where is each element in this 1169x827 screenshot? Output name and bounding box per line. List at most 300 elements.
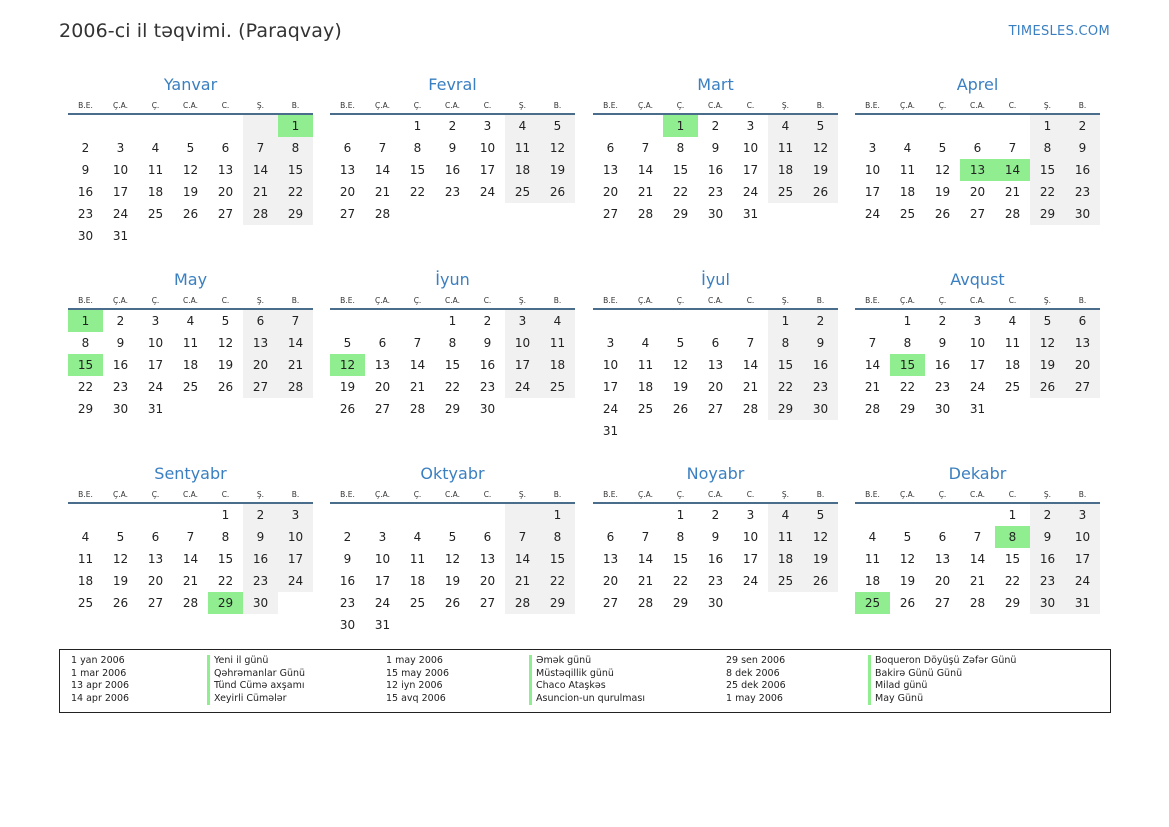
day-cell[interactable]: 21 xyxy=(637,185,654,199)
day-cell[interactable]: 21 xyxy=(742,380,759,394)
day-cell[interactable]: 3 xyxy=(973,314,982,328)
day-cell[interactable]: 15 xyxy=(409,163,426,177)
day-cell[interactable]: 23 xyxy=(112,380,129,394)
day-cell[interactable]: 4 xyxy=(81,530,90,544)
day-cell[interactable]: 7 xyxy=(278,310,313,332)
day-cell[interactable]: 25 xyxy=(637,402,654,416)
day-cell[interactable]: 22 xyxy=(409,185,426,199)
day-cell[interactable]: 24 xyxy=(742,185,759,199)
day-cell[interactable]: 12 xyxy=(540,137,575,159)
day-cell[interactable]: 22 xyxy=(278,181,313,203)
day-cell[interactable]: 18 xyxy=(864,574,881,588)
day-cell[interactable]: 26 xyxy=(803,570,838,592)
day-cell[interactable]: 7 xyxy=(378,141,387,155)
day-cell[interactable]: 1 xyxy=(448,314,457,328)
day-cell[interactable]: 15 xyxy=(217,552,234,566)
day-cell[interactable]: 23 xyxy=(707,185,724,199)
day-cell[interactable]: 7 xyxy=(641,530,650,544)
day-cell[interactable]: 20 xyxy=(602,185,619,199)
day-cell[interactable]: 13 xyxy=(707,358,724,372)
day-cell[interactable]: 3 xyxy=(378,530,387,544)
day-cell[interactable]: 14 xyxy=(278,332,313,354)
day-cell[interactable]: 26 xyxy=(899,596,916,610)
day-cell[interactable]: 25 xyxy=(409,596,426,610)
day-cell[interactable]: 27 xyxy=(479,596,496,610)
day-cell[interactable]: 9 xyxy=(1065,137,1100,159)
day-cell[interactable]: 7 xyxy=(186,530,195,544)
day-cell[interactable]: 2 xyxy=(116,314,125,328)
day-cell[interactable]: 16 xyxy=(112,358,129,372)
day-cell[interactable]: 28 xyxy=(969,596,986,610)
day-cell[interactable]: 25 xyxy=(505,181,540,203)
day-cell[interactable]: 20 xyxy=(243,354,278,376)
day-cell[interactable]: 5 xyxy=(1030,310,1065,332)
day-cell[interactable]: 9 xyxy=(803,332,838,354)
day-cell[interactable]: 18 xyxy=(637,380,654,394)
day-cell[interactable]: 7 xyxy=(1008,141,1017,155)
day-cell[interactable]: 14 xyxy=(409,358,426,372)
day-cell[interactable]: 12 xyxy=(803,137,838,159)
day-cell[interactable]: 8 xyxy=(676,530,685,544)
day-cell[interactable]: 1 xyxy=(663,115,698,137)
day-cell[interactable]: 11 xyxy=(768,526,803,548)
day-cell[interactable]: 11 xyxy=(147,163,164,177)
day-cell[interactable]: 18 xyxy=(768,159,803,181)
day-cell[interactable]: 1 xyxy=(1008,508,1017,522)
day-cell[interactable]: 7 xyxy=(641,141,650,155)
day-cell[interactable]: 16 xyxy=(1030,548,1065,570)
day-cell[interactable]: 21 xyxy=(243,181,278,203)
day-cell[interactable]: 4 xyxy=(540,310,575,332)
day-cell[interactable]: 21 xyxy=(409,380,426,394)
day-cell[interactable]: 25 xyxy=(182,380,199,394)
day-cell[interactable]: 11 xyxy=(864,552,881,566)
day-cell[interactable]: 26 xyxy=(339,402,356,416)
day-cell[interactable]: 3 xyxy=(151,314,160,328)
day-cell[interactable]: 5 xyxy=(448,530,457,544)
day-cell[interactable]: 8 xyxy=(448,336,457,350)
day-cell[interactable]: 10 xyxy=(374,552,391,566)
day-cell[interactable]: 17 xyxy=(112,185,129,199)
day-cell[interactable]: 25 xyxy=(77,596,94,610)
day-cell[interactable]: 7 xyxy=(505,526,540,548)
day-cell[interactable]: 24 xyxy=(742,574,759,588)
day-cell[interactable]: 19 xyxy=(444,574,461,588)
day-cell[interactable]: 3 xyxy=(116,141,125,155)
day-cell[interactable]: 2 xyxy=(1030,504,1065,526)
day-cell[interactable]: 19 xyxy=(934,185,951,199)
day-cell[interactable]: 22 xyxy=(1030,181,1065,203)
day-cell[interactable]: 26 xyxy=(672,402,689,416)
day-cell[interactable]: 10 xyxy=(864,163,881,177)
day-cell[interactable]: 21 xyxy=(182,574,199,588)
day-cell[interactable]: 9 xyxy=(483,336,492,350)
day-cell[interactable]: 12 xyxy=(672,358,689,372)
day-cell[interactable]: 4 xyxy=(641,336,650,350)
day-cell[interactable]: 23 xyxy=(934,380,951,394)
day-cell[interactable]: 14 xyxy=(637,163,654,177)
day-cell[interactable]: 8 xyxy=(1030,137,1065,159)
day-cell[interactable]: 16 xyxy=(803,354,838,376)
day-cell[interactable]: 29 xyxy=(278,203,313,225)
day-cell[interactable]: 20 xyxy=(602,574,619,588)
day-cell[interactable]: 31 xyxy=(374,618,391,632)
day-cell[interactable]: 17 xyxy=(969,358,986,372)
day-cell[interactable]: 4 xyxy=(413,530,422,544)
day-cell[interactable]: 23 xyxy=(77,207,94,221)
day-cell[interactable]: 11 xyxy=(505,137,540,159)
day-cell[interactable]: 29 xyxy=(672,596,689,610)
day-cell[interactable]: 5 xyxy=(803,504,838,526)
day-cell[interactable]: 10 xyxy=(505,332,540,354)
day-cell[interactable]: 19 xyxy=(899,574,916,588)
day-cell[interactable]: 15 xyxy=(672,552,689,566)
day-cell[interactable]: 13 xyxy=(147,552,164,566)
day-cell[interactable]: 2 xyxy=(343,530,352,544)
day-cell[interactable]: 30 xyxy=(339,618,356,632)
day-cell[interactable]: 25 xyxy=(768,181,803,203)
day-cell[interactable]: 15 xyxy=(1004,552,1021,566)
day-cell[interactable]: 14 xyxy=(995,159,1030,181)
day-cell[interactable]: 13 xyxy=(374,358,391,372)
day-cell[interactable]: 10 xyxy=(147,336,164,350)
day-cell[interactable]: 21 xyxy=(1004,185,1021,199)
day-cell[interactable]: 9 xyxy=(116,336,125,350)
day-cell[interactable]: 28 xyxy=(742,402,759,416)
day-cell[interactable]: 16 xyxy=(77,185,94,199)
day-cell[interactable]: 27 xyxy=(602,207,619,221)
day-cell[interactable]: 9 xyxy=(243,526,278,548)
day-cell[interactable]: 17 xyxy=(278,548,313,570)
day-cell[interactable]: 28 xyxy=(243,203,278,225)
day-cell[interactable]: 5 xyxy=(938,141,947,155)
day-cell[interactable]: 9 xyxy=(343,552,352,566)
day-cell[interactable]: 29 xyxy=(672,207,689,221)
day-cell[interactable]: 21 xyxy=(278,354,313,376)
day-cell[interactable]: 2 xyxy=(81,141,90,155)
day-cell[interactable]: 10 xyxy=(742,530,759,544)
day-cell[interactable]: 30 xyxy=(707,596,724,610)
day-cell[interactable]: 28 xyxy=(1004,207,1021,221)
day-cell[interactable]: 24 xyxy=(864,207,881,221)
day-cell[interactable]: 6 xyxy=(606,530,615,544)
day-cell[interactable]: 15 xyxy=(278,159,313,181)
day-cell[interactable]: 24 xyxy=(1065,570,1100,592)
day-cell[interactable]: 10 xyxy=(969,336,986,350)
day-cell[interactable]: 3 xyxy=(746,508,755,522)
day-cell[interactable]: 5 xyxy=(343,336,352,350)
day-cell[interactable]: 11 xyxy=(77,552,94,566)
day-cell[interactable]: 13 xyxy=(960,159,995,181)
day-cell[interactable]: 16 xyxy=(707,163,724,177)
day-cell[interactable]: 7 xyxy=(413,336,422,350)
day-cell[interactable]: 31 xyxy=(112,229,129,243)
day-cell[interactable]: 14 xyxy=(182,552,199,566)
day-cell[interactable]: 8 xyxy=(995,526,1030,548)
day-cell[interactable]: 15 xyxy=(540,548,575,570)
day-cell[interactable]: 27 xyxy=(217,207,234,221)
day-cell[interactable]: 18 xyxy=(899,185,916,199)
day-cell[interactable]: 24 xyxy=(374,596,391,610)
day-cell[interactable]: 30 xyxy=(243,592,278,614)
day-cell[interactable]: 12 xyxy=(112,552,129,566)
day-cell[interactable]: 9 xyxy=(938,336,947,350)
day-cell[interactable]: 6 xyxy=(606,141,615,155)
day-cell[interactable]: 20 xyxy=(147,574,164,588)
day-cell[interactable]: 3 xyxy=(868,141,877,155)
day-cell[interactable]: 11 xyxy=(540,332,575,354)
day-cell[interactable]: 26 xyxy=(803,181,838,203)
day-cell[interactable]: 25 xyxy=(1004,380,1021,394)
day-cell[interactable]: 15 xyxy=(68,354,103,376)
day-cell[interactable]: 20 xyxy=(339,185,356,199)
day-cell[interactable]: 29 xyxy=(540,592,575,614)
day-cell[interactable]: 6 xyxy=(938,530,947,544)
day-cell[interactable]: 20 xyxy=(217,185,234,199)
day-cell[interactable]: 3 xyxy=(505,310,540,332)
day-cell[interactable]: 27 xyxy=(1065,376,1100,398)
day-cell[interactable]: 1 xyxy=(221,508,230,522)
day-cell[interactable]: 14 xyxy=(742,358,759,372)
day-cell[interactable]: 29 xyxy=(1030,203,1065,225)
day-cell[interactable]: 27 xyxy=(147,596,164,610)
day-cell[interactable]: 30 xyxy=(1065,203,1100,225)
day-cell[interactable]: 6 xyxy=(711,336,720,350)
day-cell[interactable]: 29 xyxy=(899,402,916,416)
day-cell[interactable]: 12 xyxy=(899,552,916,566)
day-cell[interactable]: 5 xyxy=(116,530,125,544)
day-cell[interactable]: 8 xyxy=(278,137,313,159)
day-cell[interactable]: 14 xyxy=(243,159,278,181)
day-cell[interactable]: 2 xyxy=(711,119,720,133)
day-cell[interactable]: 12 xyxy=(444,552,461,566)
day-cell[interactable]: 8 xyxy=(676,141,685,155)
day-cell[interactable]: 7 xyxy=(243,137,278,159)
day-cell[interactable]: 23 xyxy=(707,574,724,588)
day-cell[interactable]: 8 xyxy=(413,141,422,155)
day-cell[interactable]: 20 xyxy=(1065,354,1100,376)
day-cell[interactable]: 27 xyxy=(969,207,986,221)
day-cell[interactable]: 25 xyxy=(855,592,890,614)
day-cell[interactable]: 16 xyxy=(934,358,951,372)
day-cell[interactable]: 22 xyxy=(672,185,689,199)
day-cell[interactable]: 18 xyxy=(409,574,426,588)
day-cell[interactable]: 26 xyxy=(1030,376,1065,398)
day-cell[interactable]: 17 xyxy=(864,185,881,199)
day-cell[interactable]: 25 xyxy=(899,207,916,221)
day-cell[interactable]: 17 xyxy=(602,380,619,394)
day-cell[interactable]: 17 xyxy=(742,163,759,177)
day-cell[interactable]: 23 xyxy=(444,185,461,199)
day-cell[interactable]: 1 xyxy=(68,310,103,332)
day-cell[interactable]: 21 xyxy=(505,570,540,592)
day-cell[interactable]: 15 xyxy=(768,354,803,376)
day-cell[interactable]: 16 xyxy=(1065,159,1100,181)
day-cell[interactable]: 13 xyxy=(339,163,356,177)
day-cell[interactable]: 23 xyxy=(339,596,356,610)
day-cell[interactable]: 24 xyxy=(505,376,540,398)
day-cell[interactable]: 5 xyxy=(540,115,575,137)
day-cell[interactable]: 11 xyxy=(409,552,426,566)
day-cell[interactable]: 17 xyxy=(147,358,164,372)
day-cell[interactable]: 20 xyxy=(969,185,986,199)
day-cell[interactable]: 5 xyxy=(676,336,685,350)
day-cell[interactable]: 31 xyxy=(1065,592,1100,614)
day-cell[interactable]: 7 xyxy=(973,530,982,544)
day-cell[interactable]: 16 xyxy=(707,552,724,566)
day-cell[interactable]: 12 xyxy=(182,163,199,177)
day-cell[interactable]: 28 xyxy=(182,596,199,610)
day-cell[interactable]: 2 xyxy=(448,119,457,133)
day-cell[interactable]: 23 xyxy=(803,376,838,398)
day-cell[interactable]: 27 xyxy=(243,376,278,398)
day-cell[interactable]: 12 xyxy=(330,354,365,376)
day-cell[interactable]: 27 xyxy=(934,596,951,610)
day-cell[interactable]: 2 xyxy=(1065,115,1100,137)
day-cell[interactable]: 19 xyxy=(540,159,575,181)
day-cell[interactable]: 6 xyxy=(973,141,982,155)
day-cell[interactable]: 22 xyxy=(1004,574,1021,588)
day-cell[interactable]: 23 xyxy=(1065,181,1100,203)
day-cell[interactable]: 1 xyxy=(413,119,422,133)
day-cell[interactable]: 4 xyxy=(768,504,803,526)
day-cell[interactable]: 8 xyxy=(81,336,90,350)
day-cell[interactable]: 11 xyxy=(637,358,654,372)
day-cell[interactable]: 6 xyxy=(483,530,492,544)
day-cell[interactable]: 5 xyxy=(221,314,230,328)
day-cell[interactable]: 22 xyxy=(77,380,94,394)
day-cell[interactable]: 28 xyxy=(637,596,654,610)
day-cell[interactable]: 16 xyxy=(339,574,356,588)
day-cell[interactable]: 22 xyxy=(540,570,575,592)
day-cell[interactable]: 11 xyxy=(899,163,916,177)
day-cell[interactable]: 17 xyxy=(505,354,540,376)
day-cell[interactable]: 30 xyxy=(479,402,496,416)
day-cell[interactable]: 16 xyxy=(243,548,278,570)
day-cell[interactable]: 2 xyxy=(938,314,947,328)
day-cell[interactable]: 1 xyxy=(903,314,912,328)
day-cell[interactable]: 13 xyxy=(602,163,619,177)
day-cell[interactable]: 19 xyxy=(112,574,129,588)
day-cell[interactable]: 11 xyxy=(182,336,199,350)
day-cell[interactable]: 8 xyxy=(768,332,803,354)
day-cell[interactable]: 1 xyxy=(676,508,685,522)
day-cell[interactable]: 14 xyxy=(637,552,654,566)
day-cell[interactable]: 7 xyxy=(746,336,755,350)
day-cell[interactable]: 25 xyxy=(147,207,164,221)
day-cell[interactable]: 29 xyxy=(768,398,803,420)
day-cell[interactable]: 4 xyxy=(1008,314,1017,328)
day-cell[interactable]: 19 xyxy=(217,358,234,372)
day-cell[interactable]: 6 xyxy=(221,141,230,155)
day-cell[interactable]: 19 xyxy=(339,380,356,394)
day-cell[interactable]: 16 xyxy=(479,358,496,372)
day-cell[interactable]: 13 xyxy=(934,552,951,566)
day-cell[interactable]: 19 xyxy=(672,380,689,394)
day-cell[interactable]: 11 xyxy=(1004,336,1021,350)
day-cell[interactable]: 12 xyxy=(934,163,951,177)
day-cell[interactable]: 4 xyxy=(186,314,195,328)
day-cell[interactable]: 18 xyxy=(540,354,575,376)
day-cell[interactable]: 6 xyxy=(343,141,352,155)
day-cell[interactable]: 30 xyxy=(1030,592,1065,614)
day-cell[interactable]: 4 xyxy=(868,530,877,544)
day-cell[interactable]: 17 xyxy=(479,163,496,177)
day-cell[interactable]: 24 xyxy=(278,570,313,592)
day-cell[interactable]: 3 xyxy=(606,336,615,350)
day-cell[interactable]: 10 xyxy=(1065,526,1100,548)
day-cell[interactable]: 9 xyxy=(448,141,457,155)
day-cell[interactable]: 19 xyxy=(182,185,199,199)
day-cell[interactable]: 10 xyxy=(278,526,313,548)
day-cell[interactable]: 17 xyxy=(742,552,759,566)
day-cell[interactable]: 26 xyxy=(540,181,575,203)
day-cell[interactable]: 11 xyxy=(768,137,803,159)
day-cell[interactable]: 2 xyxy=(243,504,278,526)
day-cell[interactable]: 25 xyxy=(540,376,575,398)
day-cell[interactable]: 22 xyxy=(768,376,803,398)
day-cell[interactable]: 13 xyxy=(217,163,234,177)
day-cell[interactable]: 7 xyxy=(868,336,877,350)
day-cell[interactable]: 15 xyxy=(1030,159,1065,181)
day-cell[interactable]: 8 xyxy=(903,336,912,350)
day-cell[interactable]: 24 xyxy=(479,185,496,199)
day-cell[interactable]: 20 xyxy=(479,574,496,588)
day-cell[interactable]: 28 xyxy=(505,592,540,614)
day-cell[interactable]: 9 xyxy=(81,163,90,177)
day-cell[interactable]: 20 xyxy=(707,380,724,394)
day-cell[interactable]: 3 xyxy=(746,119,755,133)
day-cell[interactable]: 27 xyxy=(339,207,356,221)
day-cell[interactable]: 2 xyxy=(483,314,492,328)
day-cell[interactable]: 2 xyxy=(711,508,720,522)
day-cell[interactable]: 1 xyxy=(1030,115,1065,137)
day-cell[interactable]: 4 xyxy=(505,115,540,137)
day-cell[interactable]: 14 xyxy=(505,548,540,570)
day-cell[interactable]: 29 xyxy=(77,402,94,416)
day-cell[interactable]: 18 xyxy=(1004,358,1021,372)
day-cell[interactable]: 3 xyxy=(1065,504,1100,526)
day-cell[interactable]: 4 xyxy=(768,115,803,137)
day-cell[interactable]: 25 xyxy=(768,570,803,592)
day-cell[interactable]: 22 xyxy=(217,574,234,588)
day-cell[interactable]: 12 xyxy=(803,526,838,548)
day-cell[interactable]: 6 xyxy=(243,310,278,332)
day-cell[interactable]: 8 xyxy=(540,526,575,548)
day-cell[interactable]: 31 xyxy=(742,207,759,221)
day-cell[interactable]: 15 xyxy=(444,358,461,372)
day-cell[interactable]: 23 xyxy=(243,570,278,592)
day-cell[interactable]: 22 xyxy=(444,380,461,394)
day-cell[interactable]: 9 xyxy=(711,141,720,155)
day-cell[interactable]: 18 xyxy=(77,574,94,588)
day-cell[interactable]: 31 xyxy=(969,402,986,416)
day-cell[interactable]: 18 xyxy=(768,548,803,570)
day-cell[interactable]: 30 xyxy=(77,229,94,243)
day-cell[interactable]: 10 xyxy=(742,141,759,155)
day-cell[interactable]: 9 xyxy=(711,530,720,544)
day-cell[interactable]: 22 xyxy=(672,574,689,588)
day-cell[interactable]: 24 xyxy=(112,207,129,221)
day-cell[interactable]: 27 xyxy=(374,402,391,416)
day-cell[interactable]: 26 xyxy=(217,380,234,394)
day-cell[interactable]: 1 xyxy=(768,310,803,332)
day-cell[interactable]: 21 xyxy=(637,574,654,588)
day-cell[interactable]: 24 xyxy=(969,380,986,394)
day-cell[interactable]: 19 xyxy=(803,159,838,181)
day-cell[interactable]: 30 xyxy=(707,207,724,221)
day-cell[interactable]: 30 xyxy=(112,402,129,416)
